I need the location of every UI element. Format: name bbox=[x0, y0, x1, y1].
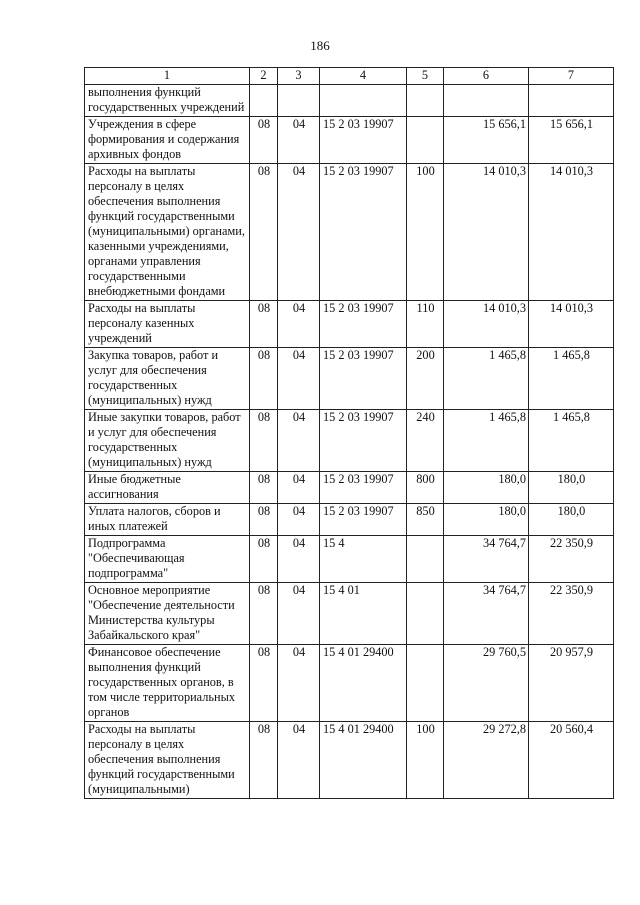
table-row bbox=[85, 645, 614, 722]
row-subsection: 04 bbox=[278, 536, 320, 583]
row-amount-b: 20 560,4 bbox=[529, 722, 614, 799]
row-section: 08 bbox=[250, 117, 278, 164]
row-amount-b bbox=[529, 85, 614, 117]
table-row bbox=[85, 117, 614, 164]
row-description: выполнения функций государственных учреждений bbox=[85, 85, 250, 117]
row-expense-type: 100 bbox=[407, 164, 444, 301]
row-amount-a: 1 465,8 bbox=[444, 410, 529, 472]
row-expense-type bbox=[407, 645, 444, 722]
row-subsection: 04 bbox=[278, 348, 320, 410]
row-section: 08 bbox=[250, 645, 278, 722]
row-section: 08 bbox=[250, 348, 278, 410]
row-target-article: 15 2 03 19907 bbox=[320, 504, 407, 536]
row-subsection bbox=[278, 85, 320, 117]
row-expense-type bbox=[407, 85, 444, 117]
row-description: Иные бюджетные ассигнования bbox=[85, 472, 250, 504]
row-target-article: 15 2 03 19907 bbox=[320, 117, 407, 164]
row-description: Уплата налогов, сборов и иных платежей bbox=[85, 504, 250, 536]
row-section: 08 bbox=[250, 472, 278, 504]
table-row bbox=[85, 536, 614, 583]
table-row bbox=[85, 348, 614, 410]
row-target-article: 15 2 03 19907 bbox=[320, 472, 407, 504]
row-subsection: 04 bbox=[278, 472, 320, 504]
row-section bbox=[250, 85, 278, 117]
row-target-article: 15 4 01 29400 bbox=[320, 722, 407, 799]
row-subsection: 04 bbox=[278, 504, 320, 536]
row-subsection: 04 bbox=[278, 722, 320, 799]
row-amount-a: 29 272,8 bbox=[444, 722, 529, 799]
row-section: 08 bbox=[250, 722, 278, 799]
row-description: Основное мероприятие "Обеспечение деятельности Министерства культуры Забайкальского края" bbox=[85, 583, 250, 645]
table-row bbox=[85, 472, 614, 504]
row-amount-a: 34 764,7 bbox=[444, 583, 529, 645]
row-description: Расходы на выплаты персоналу в целях обеспечения выполнения функций государственными (муниципальными) bbox=[85, 722, 250, 799]
header-cell: 4 bbox=[320, 68, 407, 85]
row-section: 08 bbox=[250, 583, 278, 645]
row-expense-type: 800 bbox=[407, 472, 444, 504]
header-row bbox=[85, 68, 614, 85]
row-target-article bbox=[320, 85, 407, 117]
row-section: 08 bbox=[250, 410, 278, 472]
row-target-article: 15 2 03 19907 bbox=[320, 348, 407, 410]
row-section: 08 bbox=[250, 164, 278, 301]
row-expense-type: 240 bbox=[407, 410, 444, 472]
table-row bbox=[85, 722, 614, 799]
table-row bbox=[85, 583, 614, 645]
header-cell: 3 bbox=[278, 68, 320, 85]
row-target-article: 15 4 bbox=[320, 536, 407, 583]
table-row bbox=[85, 164, 614, 301]
table-row bbox=[85, 301, 614, 348]
row-amount-a: 34 764,7 bbox=[444, 536, 529, 583]
row-section: 08 bbox=[250, 301, 278, 348]
header-cell: 1 bbox=[85, 68, 250, 85]
table-row bbox=[85, 410, 614, 472]
row-description: Расходы на выплаты персоналу в целях обеспечения выполнения функций государственными (муниципальными) органами, казенными учреждениями, органами управления государственными внебюджетными фондами bbox=[85, 164, 250, 301]
row-target-article: 15 4 01 29400 bbox=[320, 645, 407, 722]
row-description: Расходы на выплаты персоналу казенных учреждений bbox=[85, 301, 250, 348]
row-amount-b: 180,0 bbox=[529, 504, 614, 536]
row-amount-b: 1 465,8 bbox=[529, 348, 614, 410]
header-cell: 5 bbox=[407, 68, 444, 85]
row-amount-a: 14 010,3 bbox=[444, 301, 529, 348]
row-target-article: 15 2 03 19907 bbox=[320, 410, 407, 472]
row-amount-a: 15 656,1 bbox=[444, 117, 529, 164]
row-amount-b: 22 350,9 bbox=[529, 536, 614, 583]
row-expense-type: 100 bbox=[407, 722, 444, 799]
row-subsection: 04 bbox=[278, 410, 320, 472]
row-amount-a: 180,0 bbox=[444, 472, 529, 504]
row-amount-b: 1 465,8 bbox=[529, 410, 614, 472]
row-expense-type: 850 bbox=[407, 504, 444, 536]
row-description: Подпрограмма "Обеспечивающая подпрограмма" bbox=[85, 536, 250, 583]
row-amount-b: 15 656,1 bbox=[529, 117, 614, 164]
row-amount-a: 29 760,5 bbox=[444, 645, 529, 722]
row-description: Закупка товаров, работ и услуг для обеспечения государственных (муниципальных) нужд bbox=[85, 348, 250, 410]
row-subsection: 04 bbox=[278, 301, 320, 348]
row-description: Учреждения в сфере формирования и содержания архивных фондов bbox=[85, 117, 250, 164]
row-target-article: 15 2 03 19907 bbox=[320, 301, 407, 348]
row-amount-b: 14 010,3 bbox=[529, 301, 614, 348]
row-expense-type: 110 bbox=[407, 301, 444, 348]
row-amount-a: 1 465,8 bbox=[444, 348, 529, 410]
row-section: 08 bbox=[250, 504, 278, 536]
row-amount-b: 22 350,9 bbox=[529, 583, 614, 645]
row-expense-type bbox=[407, 117, 444, 164]
row-subsection: 04 bbox=[278, 645, 320, 722]
row-subsection: 04 bbox=[278, 117, 320, 164]
row-description: Финансовое обеспечение выполнения функций государственных органов, в том числе территориальных органов bbox=[85, 645, 250, 722]
row-amount-b: 14 010,3 bbox=[529, 164, 614, 301]
header-cell: 7 bbox=[529, 68, 614, 85]
table-row bbox=[85, 85, 614, 117]
row-amount-a: 180,0 bbox=[444, 504, 529, 536]
row-description: Иные закупки товаров, работ и услуг для обеспечения государственных (муниципальных) нужд bbox=[85, 410, 250, 472]
header-cell: 6 bbox=[444, 68, 529, 85]
row-amount-b: 180,0 bbox=[529, 472, 614, 504]
row-section: 08 bbox=[250, 536, 278, 583]
row-subsection: 04 bbox=[278, 164, 320, 301]
row-expense-type bbox=[407, 536, 444, 583]
row-subsection: 04 bbox=[278, 583, 320, 645]
row-expense-type bbox=[407, 583, 444, 645]
row-expense-type: 200 bbox=[407, 348, 444, 410]
page-number: 186 bbox=[310, 38, 330, 53]
table-row bbox=[85, 504, 614, 536]
row-amount-b: 20 957,9 bbox=[529, 645, 614, 722]
budget-table bbox=[84, 67, 614, 799]
row-target-article: 15 4 01 bbox=[320, 583, 407, 645]
row-amount-a bbox=[444, 85, 529, 117]
header-cell: 2 bbox=[250, 68, 278, 85]
row-amount-a: 14 010,3 bbox=[444, 164, 529, 301]
row-target-article: 15 2 03 19907 bbox=[320, 164, 407, 301]
